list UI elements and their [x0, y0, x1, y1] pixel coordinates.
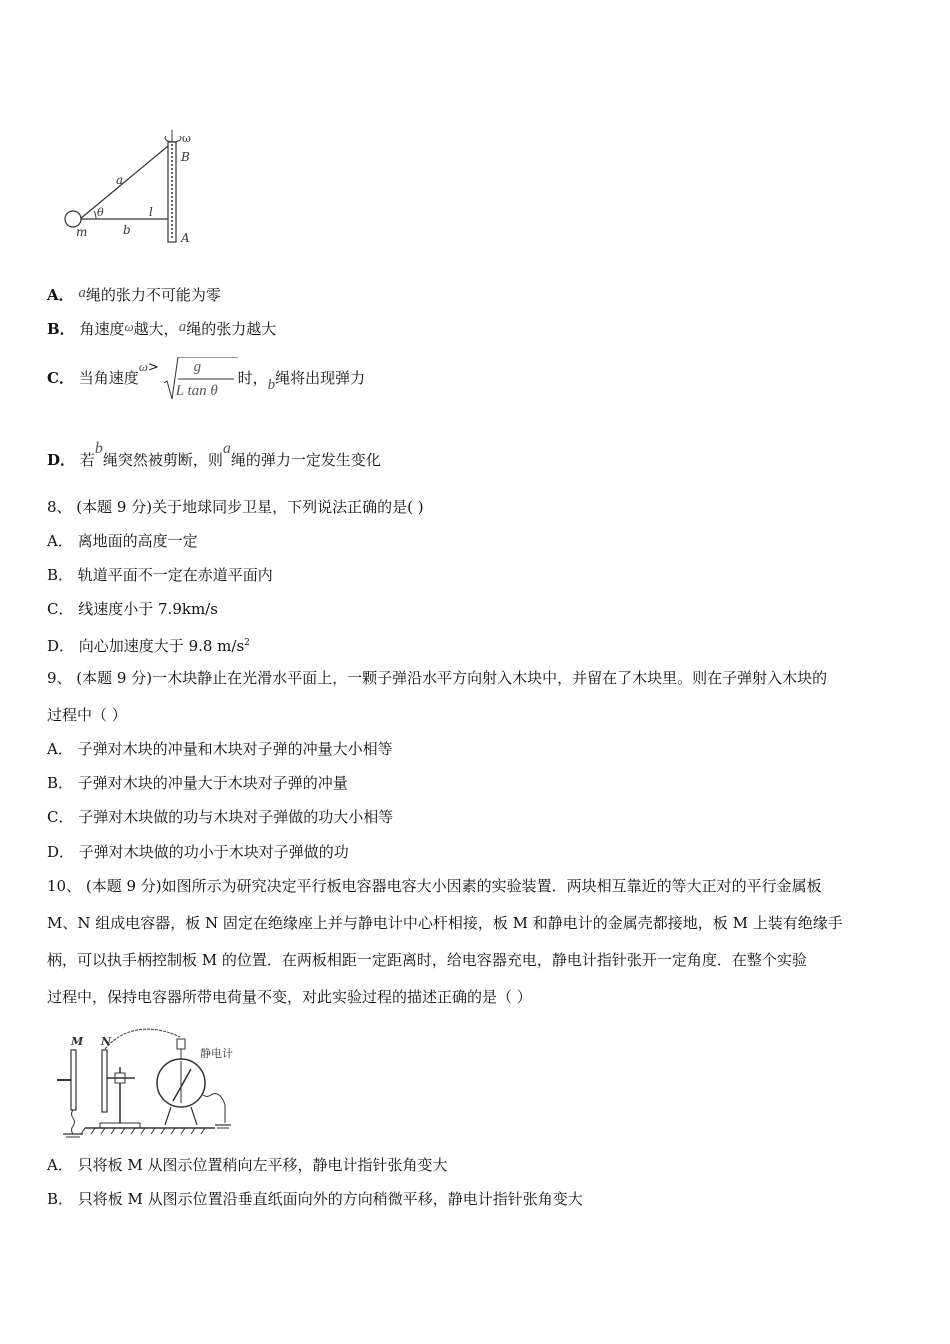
omega-label: ω — [182, 132, 191, 145]
electroscope-label: 静电计 — [200, 1047, 233, 1060]
q8-option-c: C． 线速度小于 7.9km/s — [47, 600, 218, 618]
q8-stem: 8、 (本题 9 分)关于地球同步卫星，下列说法正确的是( ) — [47, 498, 424, 516]
pendulum-figure — [58, 128, 208, 248]
q10-stem-line3: 柄，可以执手柄控制板 M 的位置．在两板相距一定距离时，给电容器充电，静电计指针张开一定角度．在整个实验 — [47, 951, 807, 969]
sqrt-fraction: g L tan θ — [164, 357, 238, 401]
plate-n — [102, 1050, 107, 1112]
q7-option-d: D． 若b绳突然被剪断，则a绳的弹力一定发生变化 — [47, 440, 381, 469]
rope-a — [80, 146, 168, 219]
q10-stem-line2: M、N 组成电容器，板 N 固定在绝缘座上并与静电计中心杆相接，板 M 和静电计的金属壳都接地，板 M 上装有绝缘手 — [47, 914, 843, 932]
point-b-label: B — [181, 150, 190, 164]
q10-option-b: B． 只将板 M 从图示位置沿垂直纸面向外的方向稍微平移，静电计指针张角变大 — [47, 1190, 583, 1208]
rope-b-label: b — [123, 223, 131, 237]
rope-a-label: a — [116, 173, 124, 187]
q9-option-b: B． 子弹对木块的冲量大于木块对子弹的冲量 — [47, 774, 348, 792]
q9-stem-line1: 9、 (本题 9 分)一木块静止在光滑水平面上，一颗子弹沿水平方向射入木块中，并留在了木块里。则在子弹射入木块的 — [47, 669, 828, 687]
length-l-label: l — [149, 205, 153, 219]
q8-option-b: B． 轨道平面不一定在赤道平面内 — [47, 566, 273, 584]
q7-option-c: C． 当角速度ω> g L tan θ 时，b绳将出现弹力 — [47, 359, 366, 399]
capacitor-electroscope-figure — [45, 1025, 245, 1140]
q8-option-a: A． 离地面的高度一定 — [47, 532, 198, 550]
plate-m-label: M — [71, 1035, 84, 1048]
rotation-arrow-icon — [165, 136, 181, 142]
mass-m-label: m — [76, 225, 88, 239]
q10-stem-line4: 过程中，保持电容器所带电荷量不变，对此实验过程的描述正确的是（ ） — [47, 988, 532, 1006]
q7-option-b: B． 角速度ω越大，a绳的张力越大 — [47, 319, 277, 338]
q9-option-d: D． 子弹对木块做的功小于木块对子弹做的功 — [47, 843, 349, 861]
q7-option-a: A． a绳的张力不可能为零 — [47, 285, 221, 304]
q8-option-d: D． 向心加速度大于 9.8 $m/s^2$ — [47, 637, 250, 655]
q10-stem-line1: 10、 (本题 9 分)如图所示为研究决定平行板电容器电容大小因素的实验装置．两块相互靠近的等大正对的平行金属板 — [47, 877, 822, 895]
q9-option-c: C． 子弹对木块做的功与木块对子弹做的功大小相等 — [47, 808, 394, 826]
q9-option-a: A． 子弹对木块的冲量和木块对子弹的冲量大小相等 — [47, 740, 393, 758]
q10-option-a: A． 只将板 M 从图示位置稍向左平移，静电计指针张角变大 — [47, 1156, 448, 1174]
q9-stem-line2: 过程中（ ） — [47, 706, 127, 724]
plate-m — [71, 1050, 76, 1110]
theta-label: θ — [97, 206, 104, 219]
point-a-label: A — [181, 231, 190, 245]
plate-n-label: N — [101, 1035, 112, 1048]
